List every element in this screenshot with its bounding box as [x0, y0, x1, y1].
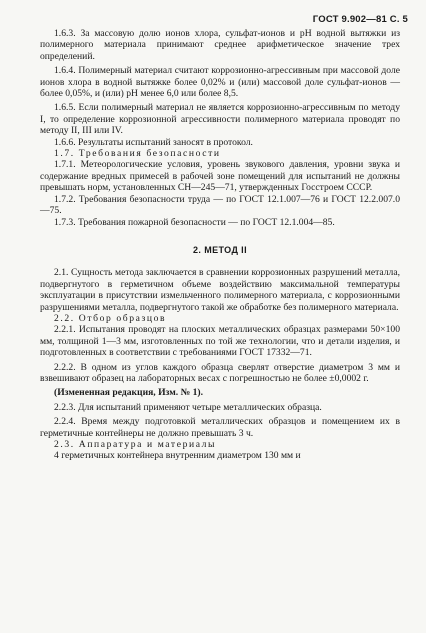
paragraph-2-3-start: 4 герметичных контейнера внутренним диаметром 130 мм и: [54, 450, 301, 462]
paragraph-2-2-4: 2.2.4. Время между подготовкой металлических образцов и помещением их в герметичные контейнеры не должно превышать 3 ч.: [40, 416, 400, 439]
page-header: ГОСТ 9.902—81 С. 5: [312, 14, 408, 25]
paragraph-2-2-1: 2.2.1. Испытания проводят на плоских металлических образцах размерами 50×100 мм, толщиной 1—3 мм, изготовленных по той же технологии, что и детали изделия, и подготовленных в соответствии с требованиями ГОСТ 17332—71.: [40, 324, 400, 359]
paragraph-1-6-6: 1.6.6. Результаты испытаний заносят в протокол.: [54, 136, 253, 148]
paragraph-1-7-2: 1.7.2. Требования безопасности труда — по ГОСТ 12.1.007—76 и ГОСТ 12.2.007.0—75.: [40, 193, 400, 217]
heading-1-7: 1.7. Требования безопасности: [54, 148, 221, 160]
paragraph-1-6-3: 1.6.3. За массовую долю ионов хлора, сульфат-ионов и рН водной вытяжки из полимерного материала принимают среднее арифметическое значение трех определений.: [40, 28, 400, 62]
document-body: [40, 28, 400, 462]
heading-2-3: 2.3. Аппаратура и материалы: [54, 439, 217, 450]
paragraph-1-7-3: 1.7.3. Требования пожарной безопасности — по ГОСТ 12.1.004—85.: [54, 216, 335, 228]
paragraph-2-2-2: 2.2.2. В одном из углов каждого образца сверлят отверстие диаметром 3 мм и взвешивают образец на лабораторных весах с погрешностью не более ±0,0002 г.: [40, 361, 400, 384]
paragraph-1-6-5: 1.6.5. Если полимерный материал не является коррозионно-агрессивным по методу I, то определение коррозионной агрессивности полимерного материала проводят по методу II, III или IV.: [40, 102, 400, 137]
paragraph-2-1: 2.1. Сущность метода заключается в сравнении коррозионных разрушений металла, подвергнутого в герметичном объеме воздействию максимальной температуры эксплуатации в присутствии измельченного полимерного материала, с коррозионными разрушениями металла, подвергнутого такой же обработке без полимерного материала.: [40, 267, 400, 313]
paragraph-1-7-1: 1.7.1. Метеорологические условия, уровень звукового давления, уровни звука и содержание вредных примесей в рабочей зоне помещений для испытаний не должны превышать норм, установленных СН—245—71, утвержденных Госстроем СССР.: [40, 159, 400, 194]
heading-2-2: 2.2. Отбор образцов: [54, 312, 167, 324]
paragraph-2-2-3: 2.2.3. Для испытаний применяют четыре металлических образца.: [54, 401, 322, 413]
paragraph-1-6-4: 1.6.4. Полимерный материал считают коррозионно-агрессивным при массовой доле ионов хлора в водной вытяжке более 0,02% и (или) массовой доле сульфат-ионов — более 0,05%, и (или) рН менее 6,0 или более 8,5.: [40, 65, 400, 100]
edition-note: (Измененная редакция, Изм. № 1).: [54, 387, 204, 399]
section-title: 2. МЕТОД II: [193, 244, 247, 255]
